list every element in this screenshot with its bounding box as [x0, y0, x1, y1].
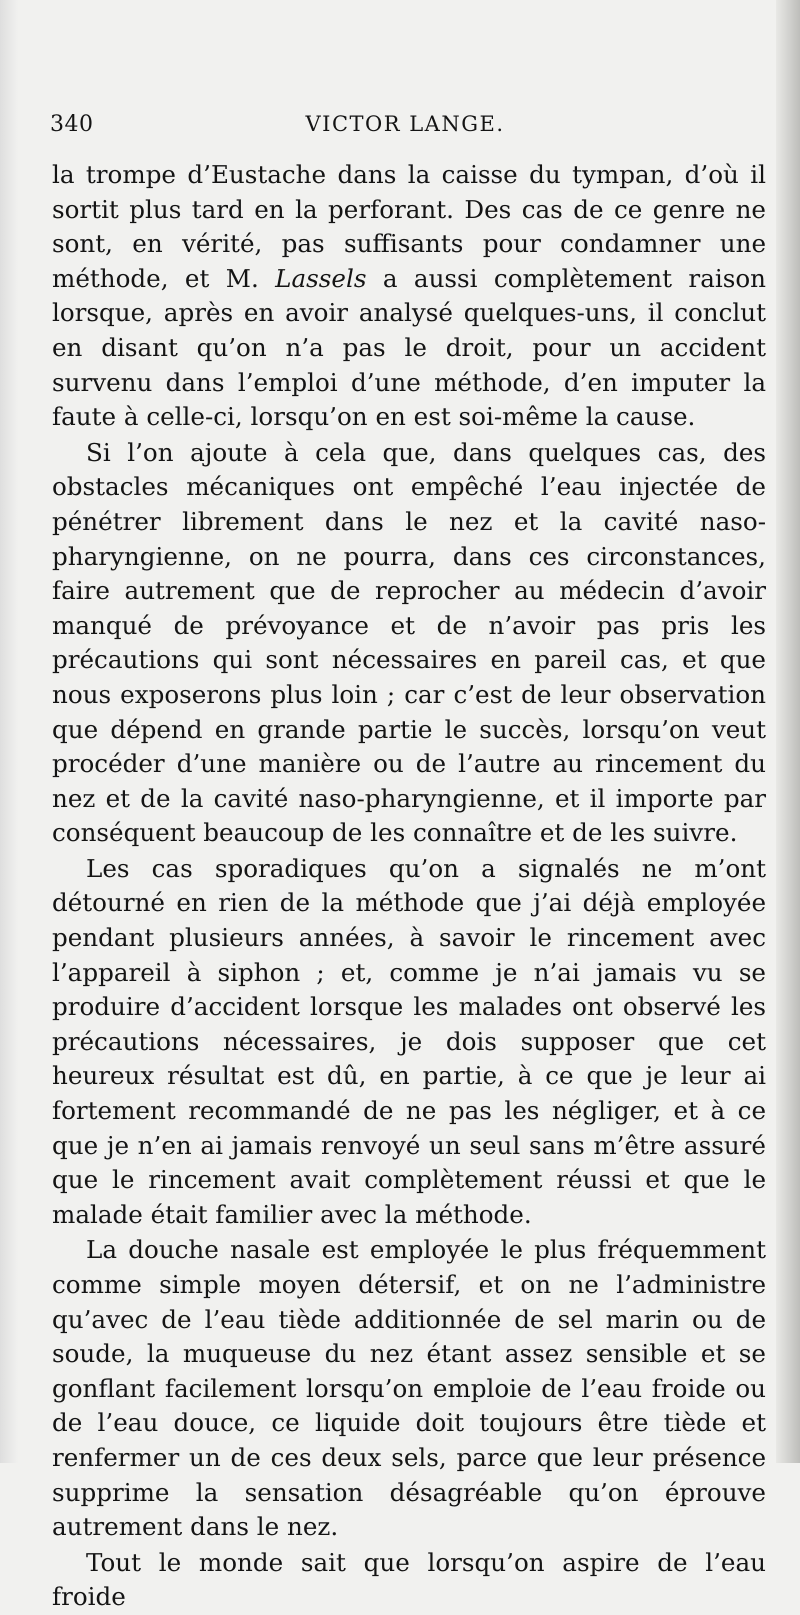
page-edge-shadow: [776, 0, 800, 1463]
paragraph: [52, 158, 766, 435]
paragraph: Si l’on ajoute à cela que, dans quelques cas, des obstacles mécaniques ont empêché l’eau injectée de pénétrer librement dans le nez et la cavité naso-pharyngienne, on ne pourra, dans ces circonstances, faire autrement que de reprocher au médecin d’avoir manqué de prévoyance et de n’avoir pas pris les précautions qui sont nécessaires en pareil cas, et que nous exposerons plus loin ; car c’est de leur observation que dépend en grande partie le succès, lorsqu’on veut procéder d’une manière ou de l’autre au rincement du nez et de la cavité naso-pharyngienne, et il importe par conséquent beaucoup de les connaître et de les suivre.: [52, 437, 766, 848]
page-number: 340: [50, 112, 94, 137]
paragraph: La douche nasale est employée le plus fréquemment comme simple moyen détersif, et on ne l’administre qu’avec de l’eau tiède additionnée de sel marin ou de soude, la muqueuse du nez étant assez sensible et se gonflant facilement lorsqu’on emploie de l’eau froide ou de l’eau douce, ce liquide doit toujours être tiède et renfermer un de ces deux sels, parce que leur présence supprime la sensation désagréable qu’on éprouve autrement dans le nez.: [52, 1235, 766, 1542]
paragraph: Les cas sporadiques qu’on a signalés ne m’ont détourné en rien de la méthode que j’ai déjà employée pendant plusieurs années, à savoir le rincement avec l’appareil à siphon ; et, comme je n’ai jamais vu se produire d’accident lorsque les malades ont observé les précautions nécessaires, je dois supposer que cet heureux résultat est dû, en partie, à ce que je leur ai fortement recommandé de ne pas les négliger, et à ce que je n’en ai jamais renvoyé un seul sans m’être assuré que le rincement avait complètement réussi et que le malade était familier avec la méthode.: [52, 853, 766, 1229]
body-text: [52, 158, 766, 1615]
paragraph-text: la trompe d’Eustache dans la caisse du tympan, d’où il sortit plus tard en la perforant. Des cas de ce genre ne sont, en vérité, pas suffisants pour condamner une méthode, et M.: [52, 160, 766, 293]
paragraph: Tout le monde sait que lorsqu’on aspire de l’eau froide: [52, 1547, 766, 1612]
paragraph-text: a aussi complètement raison lorsque, après en avoir analysé quelques-uns, il conclut en disant qu’on n’a pas le droit, pour un accident survenu dans l’emploi d’une méthode, d’en imputer la faute à celle-ci, lorsqu’on en est soi-même la cause.: [52, 263, 766, 432]
page-gutter-shadow: [0, 0, 18, 1463]
author-name: Lassels: [275, 263, 367, 293]
running-head: VICTOR LANGE.: [305, 112, 505, 136]
page-header: [50, 112, 760, 146]
